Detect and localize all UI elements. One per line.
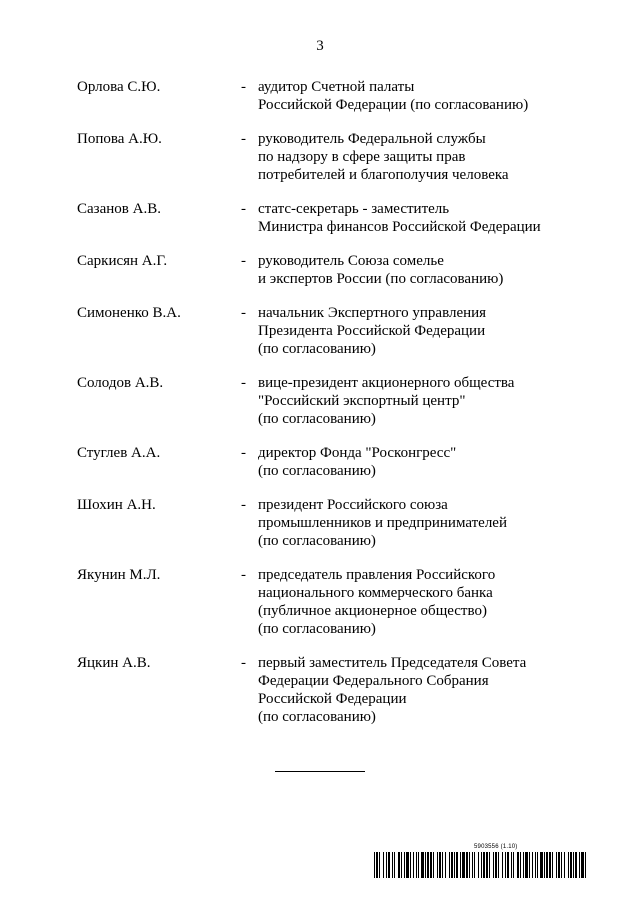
member-name: Орлова С.Ю. <box>77 79 161 95</box>
position-line: руководитель Федеральной службы <box>258 131 486 147</box>
member-position <box>258 304 617 358</box>
member-name: Стуглев А.А. <box>77 445 161 461</box>
separator-dash: - <box>241 79 246 95</box>
member-position <box>258 566 617 638</box>
member-position <box>258 252 617 288</box>
position-line: и экспертов России (по согласованию) <box>258 271 504 287</box>
member-position <box>258 444 617 480</box>
position-line: (по согласованию) <box>258 411 376 427</box>
member-entry <box>77 374 617 444</box>
member-name: Шохин А.Н. <box>77 497 156 513</box>
member-position <box>258 496 617 550</box>
separator-dash: - <box>241 305 246 321</box>
member-entry <box>77 444 617 496</box>
position-line: начальник Экспертного управления <box>258 305 487 321</box>
barcode-number: 5903556 (1.10) <box>474 844 518 850</box>
member-name: Солодов А.В. <box>77 375 164 391</box>
position-line: вице-президент акционерного общества <box>258 375 515 391</box>
member-position <box>258 130 617 184</box>
position-line: потребителей и благополучия человека <box>258 167 509 183</box>
position-line: президент Российского союза <box>258 497 448 513</box>
position-line: (по согласованию) <box>258 341 376 357</box>
member-entry <box>77 304 617 374</box>
member-entry <box>77 78 617 130</box>
members-list <box>77 78 617 742</box>
separator-dash: - <box>241 201 246 217</box>
position-line: статс-секретарь - заместитель <box>258 201 450 217</box>
position-line: "Российский экспортный центр" <box>258 393 466 409</box>
member-name: Яцкин А.В. <box>77 655 151 671</box>
member-position <box>258 654 617 726</box>
position-line: (по согласованию) <box>258 533 376 549</box>
page-number: 3 <box>316 38 324 54</box>
member-entry <box>77 496 617 566</box>
position-line: Российской Федерации <box>258 691 407 707</box>
member-name: Симоненко В.А. <box>77 305 181 321</box>
position-line: директор Фонда "Росконгресс" <box>258 445 457 461</box>
position-line: первый заместитель Председателя Совета <box>258 655 527 671</box>
separator-dash: - <box>241 567 246 583</box>
barcode-icon <box>374 852 586 878</box>
member-name: Саркисян А.Г. <box>77 253 168 269</box>
separator-dash: - <box>241 445 246 461</box>
member-name: Сазанов А.В. <box>77 201 161 217</box>
position-line: Российской Федерации (по согласованию) <box>258 97 529 113</box>
member-entry <box>77 654 617 742</box>
position-line: руководитель Союза сомелье <box>258 253 444 269</box>
position-line: (по согласованию) <box>258 709 376 725</box>
member-position <box>258 374 617 428</box>
position-line: Федерации Федерального Собрания <box>258 673 489 689</box>
member-position <box>258 200 617 236</box>
position-line: по надзору в сфере защиты прав <box>258 149 466 165</box>
member-name: Попова А.Ю. <box>77 131 162 147</box>
position-line: национального коммерческого банка <box>258 585 493 601</box>
position-line: председатель правления Российского <box>258 567 496 583</box>
position-line: Министра финансов Российской Федерации <box>258 219 541 235</box>
position-line: (по согласованию) <box>258 621 376 637</box>
position-line: промышленников и предпринимателей <box>258 515 507 531</box>
position-line: (публичное акционерное общество) <box>258 603 487 619</box>
member-entry <box>77 566 617 654</box>
separator-dash: - <box>241 375 246 391</box>
position-line: (по согласованию) <box>258 463 376 479</box>
member-entry <box>77 200 617 252</box>
separator-dash: - <box>241 253 246 269</box>
separator-dash: - <box>241 131 246 147</box>
section-divider <box>275 771 365 772</box>
separator-dash: - <box>241 655 246 671</box>
member-entry <box>77 252 617 304</box>
position-line: Президента Российской Федерации <box>258 323 486 339</box>
member-name: Якунин М.Л. <box>77 567 161 583</box>
position-line: аудитор Счетной палаты <box>258 79 415 95</box>
member-entry <box>77 130 617 200</box>
separator-dash: - <box>241 497 246 513</box>
member-position <box>258 78 617 114</box>
